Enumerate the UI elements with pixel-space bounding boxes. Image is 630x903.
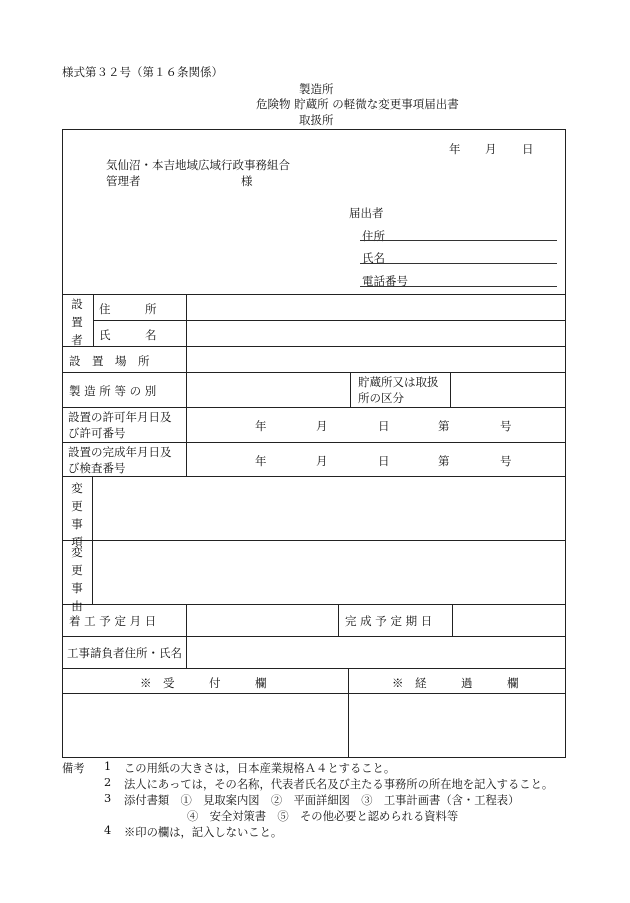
reception-label: ※ 受 付 欄 xyxy=(140,676,267,690)
installation-place-label: 設 置 場 所 xyxy=(69,354,150,368)
rule xyxy=(62,407,566,408)
rule xyxy=(62,636,566,637)
note-num: 3 xyxy=(104,792,112,805)
installer-address-label: 住 所 xyxy=(99,302,157,316)
rule xyxy=(92,476,93,604)
permit-month: 月 xyxy=(316,419,328,433)
rule xyxy=(62,604,566,605)
form-title: 危険物 貯蔵所 の軽微な変更事項届出書 xyxy=(256,97,459,111)
change-reason-label: 変 更 事 由 xyxy=(71,545,83,613)
completion-no-prefix: 第 xyxy=(438,454,450,468)
completion-month: 月 xyxy=(316,454,328,468)
rule xyxy=(62,294,566,295)
notes-label: 備考 xyxy=(62,762,85,775)
rule xyxy=(62,346,566,347)
form-code: 様式第３２号（第１６条関係） xyxy=(62,65,223,79)
permit-no-prefix: 第 xyxy=(438,419,450,433)
name-underline xyxy=(360,263,557,264)
phone-underline xyxy=(360,286,557,287)
facility-type-label: 製 造 所 等 の 別 xyxy=(69,384,157,398)
addressee-title: 管理者 xyxy=(106,174,141,188)
progress-label: ※ 経 過 欄 xyxy=(392,676,519,690)
rule xyxy=(450,372,451,407)
installer-label: 設 置 者 xyxy=(71,297,83,347)
contractor-label: 工事請負者住所・氏名 xyxy=(67,646,182,660)
rule xyxy=(350,372,351,407)
title-sub-bottom: 取扱所 xyxy=(299,113,334,127)
rule xyxy=(338,604,339,636)
title-sub-top: 製造所 xyxy=(299,82,334,96)
submitter-name[interactable]: 氏名 xyxy=(362,251,385,265)
rule xyxy=(186,294,187,476)
date-month: 月 xyxy=(485,142,497,156)
rule xyxy=(62,476,566,477)
note-text: 添付書類 ① 見取案内図 ② 平面詳細図 ③ 工事計画書（含・工程表） xyxy=(124,794,520,807)
note-num: 1 xyxy=(104,760,112,773)
completion-day: 日 xyxy=(378,454,390,468)
rule xyxy=(62,372,566,373)
rule xyxy=(62,693,566,694)
note-text: この用紙の大きさは，日本産業規格Ａ４とすること。 xyxy=(124,762,396,775)
start-date-label: 着 工 予 定 月 日 xyxy=(69,614,157,628)
completion-date-label: 設置の完成年月日及 び検査番号 xyxy=(68,445,172,475)
storage-type-label: 貯蔵所又は取扱 所の区分 xyxy=(358,375,439,405)
rule xyxy=(452,604,453,636)
completion-plan-label: 完 成 予 定 期 日 xyxy=(345,614,433,628)
rule xyxy=(348,668,349,758)
note-text: 法人にあっては，その名称，代表者氏名及び主たる事務所の所在地を記入すること。 xyxy=(124,778,554,791)
rule xyxy=(93,294,94,346)
completion-no-suffix: 号 xyxy=(500,454,512,468)
note-num: 2 xyxy=(104,776,112,789)
address-underline xyxy=(360,240,557,241)
rule xyxy=(62,442,566,443)
note-text: ※印の欄は，記入しないこと。 xyxy=(124,826,283,839)
rule xyxy=(62,668,566,669)
submitter-label: 届出者 xyxy=(349,206,384,220)
permit-year: 年 xyxy=(255,419,267,433)
addressee-org: 気仙沼・本吉地域広域行政事務組合 xyxy=(106,158,290,172)
honorific: 様 xyxy=(241,174,253,188)
completion-year: 年 xyxy=(255,454,267,468)
submitter-address[interactable]: 住所 xyxy=(362,229,385,243)
date-day: 日 xyxy=(522,142,534,156)
rule xyxy=(186,604,187,668)
installer-name-label: 氏 名 xyxy=(99,328,157,342)
submitter-phone[interactable]: 電話番号 xyxy=(362,274,408,288)
permit-date-label: 設置の許可年月日及 び許可番号 xyxy=(68,410,172,440)
change-items-label: 変 更 事 項 xyxy=(71,481,83,549)
date-year: 年 xyxy=(449,142,461,156)
rule xyxy=(93,320,566,321)
permit-no-suffix: 号 xyxy=(500,419,512,433)
note-num: 4 xyxy=(104,824,112,837)
rule xyxy=(62,540,566,541)
note-text: ④ 安全対策書 ⑤ その他必要と認められる資料等 xyxy=(187,810,459,823)
permit-day: 日 xyxy=(378,419,390,433)
